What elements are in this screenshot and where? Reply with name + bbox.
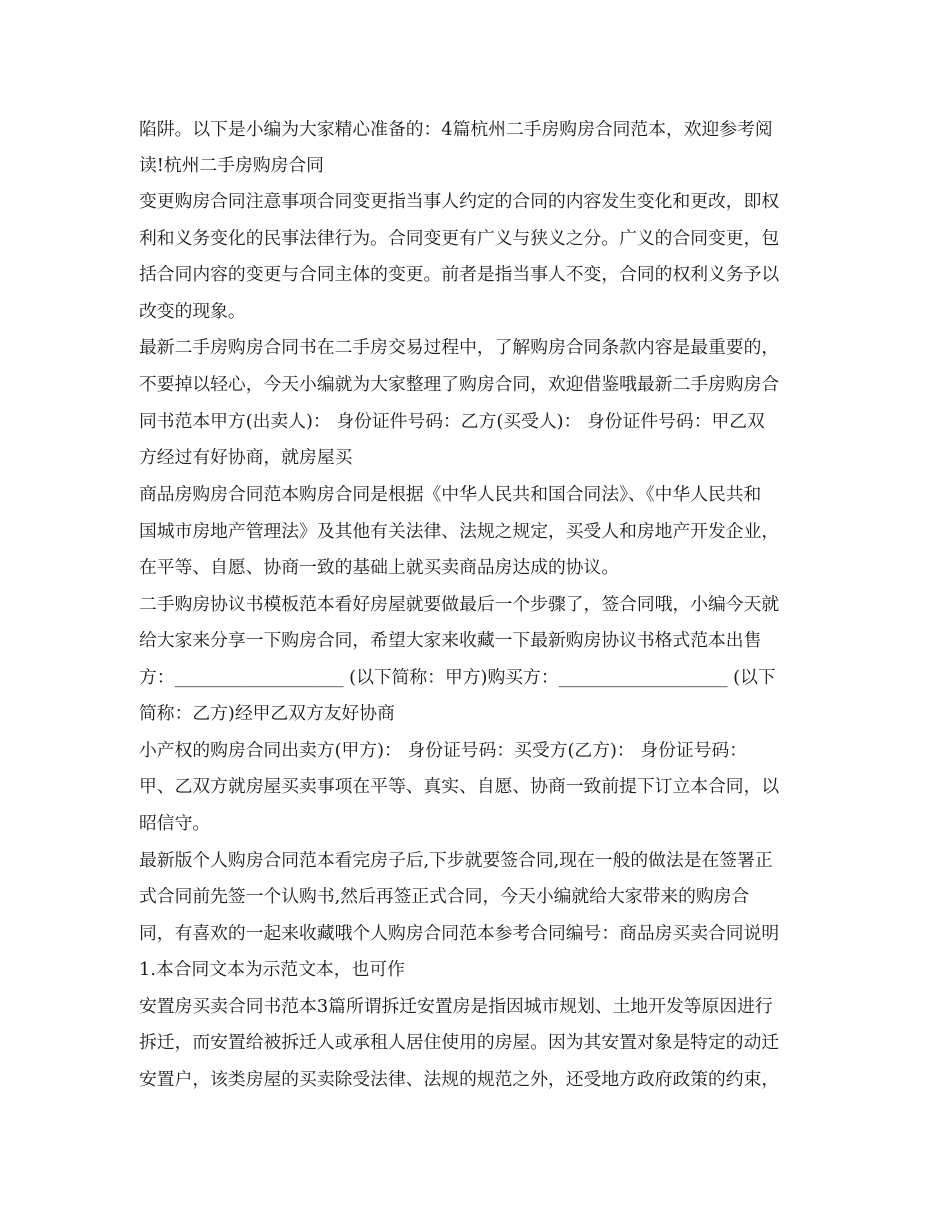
text-line: 最新版个人购房合同范本看完房子后,下步就要签合同,现在一般的做法是在签署正 xyxy=(139,850,773,871)
text-line: 方：___________________ (以下简称：甲方)购买方：___________________ (以下 xyxy=(139,667,776,688)
text-line: 安置户，该类房屋的买卖除受法律、法规的规范之外，还受地方政府政策的约束， xyxy=(139,1069,780,1090)
text-line: 同，有喜欢的一起来收藏哦个人购房合同范本参考合同编号：商品房买卖合同说明 xyxy=(139,923,780,944)
text-line: 甲、乙双方就房屋买卖事项在平等、真实、自愿、协商一致前提下订立本合同，以 xyxy=(139,776,780,797)
text-line: 给大家来分享一下购房合同，希望大家来收藏一下最新购房协议书格式范本出售 xyxy=(139,630,762,651)
text-line: 陷阱。以下是小编为大家精心准备的：4篇杭州二手房购房合同范本，欢迎参考阅 xyxy=(139,119,773,140)
text-line: 方经过有好协商，就房屋买 xyxy=(139,447,353,468)
text-line: 1.本合同文本为示范文本，也可作 xyxy=(139,959,405,980)
text-line: 昭信守。 xyxy=(139,813,211,834)
text-line: 二手购房协议书模板范本看好房屋就要做最后一个步骤了，签合同哦，小编今天就 xyxy=(139,594,780,615)
text-line: 变更购房合同注意事项合同变更指当事人约定的合同的内容发生变化和更改，即权 xyxy=(139,191,780,212)
text-line: 不要掉以轻心，今天小编就为大家整理了购房合同，欢迎借鉴哦最新二手房购房合 xyxy=(139,374,780,395)
text-line: 最新二手房购房合同书在二手房交易过程中，了解购房合同条款内容是最重要的， xyxy=(139,337,780,358)
text-line: 安置房买卖合同书范本3篇所谓拆迁安置房是指因城市规划、土地开发等原因进行 xyxy=(139,996,773,1017)
text-line: 拆迁，而安置给被拆迁人或承租人居住使用的房屋。因为其安置对象是特定的动迁 xyxy=(139,1032,780,1053)
text-line: 商品房购房合同范本购房合同是根据《中华人民共和国合同法》、《中华人民共和 xyxy=(139,484,762,505)
text-line: 国城市房地产管理法》及其他有关法律、法规之规定，买受人和房地产开发企业， xyxy=(139,521,780,542)
text-line: 式合同前先签一个认购书,然后再签正式合同，今天小编就给大家带来的购房合 xyxy=(139,886,750,907)
text-line: 小产权的购房合同出卖方(甲方)： 身份证号码：买受方(乙方)： 身份证号码： xyxy=(139,740,748,761)
text-line: 同书范本甲方(出卖人)： 身份证件号码：乙方(买受人)： 身份证件号码：甲乙双 xyxy=(139,411,765,432)
text-line: 利和义务变化的民事法律行为。合同变更有广义与狭义之分。广义的合同变更，包 xyxy=(139,228,780,249)
text-line: 括合同内容的变更与合同主体的变更。前者是指当事人不变，合同的权利义务予以 xyxy=(139,264,780,285)
text-line: 读!杭州二手房购房合同 xyxy=(139,155,324,176)
text-line: 在平等、自愿、协商一致的基础上就买卖商品房达成的协议。 xyxy=(139,557,620,578)
text-line: 改变的现象。 xyxy=(139,301,246,322)
text-line: 简称：乙方)经甲乙双方友好协商 xyxy=(139,703,395,724)
